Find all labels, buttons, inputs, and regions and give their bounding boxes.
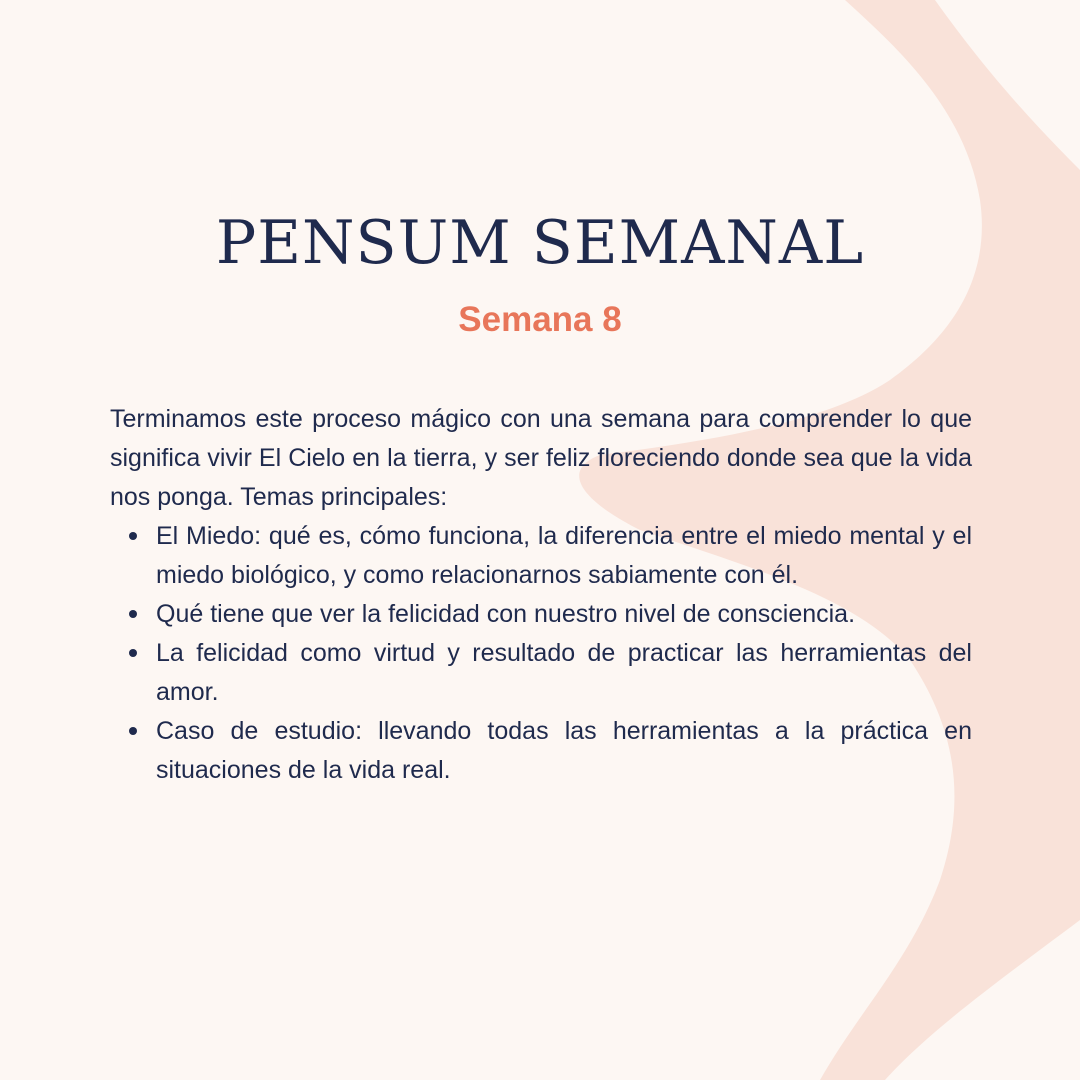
list-item (156, 595, 972, 634)
page-title: PENSUM SEMANAL (215, 208, 865, 278)
topic-text: La felicidad como virtud y resultado de practicar las herramientas del amor. (156, 639, 972, 706)
week-subtitle: Semana 8 (458, 300, 622, 339)
topic-text: El Miedo: qué es, cómo funciona, la diferencia entre el miedo mental y el miedo biológico, y como relacionarnos sabiamente con él. (156, 522, 972, 589)
topic-text: Qué tiene que ver la felicidad con nuestro nivel de consciencia. (156, 600, 856, 628)
topic-text: Caso de estudio: llevando todas las herramientas a la práctica en situaciones de la vida real. (156, 717, 972, 784)
list-item (156, 712, 972, 790)
bullet-icon (129, 649, 137, 657)
topics-list (110, 517, 972, 790)
list-item (156, 517, 972, 595)
bullet-icon (129, 610, 137, 618)
list-item (156, 634, 972, 712)
body-text (110, 400, 972, 790)
bullet-icon (129, 532, 137, 540)
bullet-icon (129, 727, 137, 735)
intro-paragraph: Terminamos este proceso mágico con una semana para comprender lo que significa vivir El Cielo en la tierra, y ser feliz floreciendo donde sea que la vida nos ponga. Temas principales: (110, 405, 972, 511)
